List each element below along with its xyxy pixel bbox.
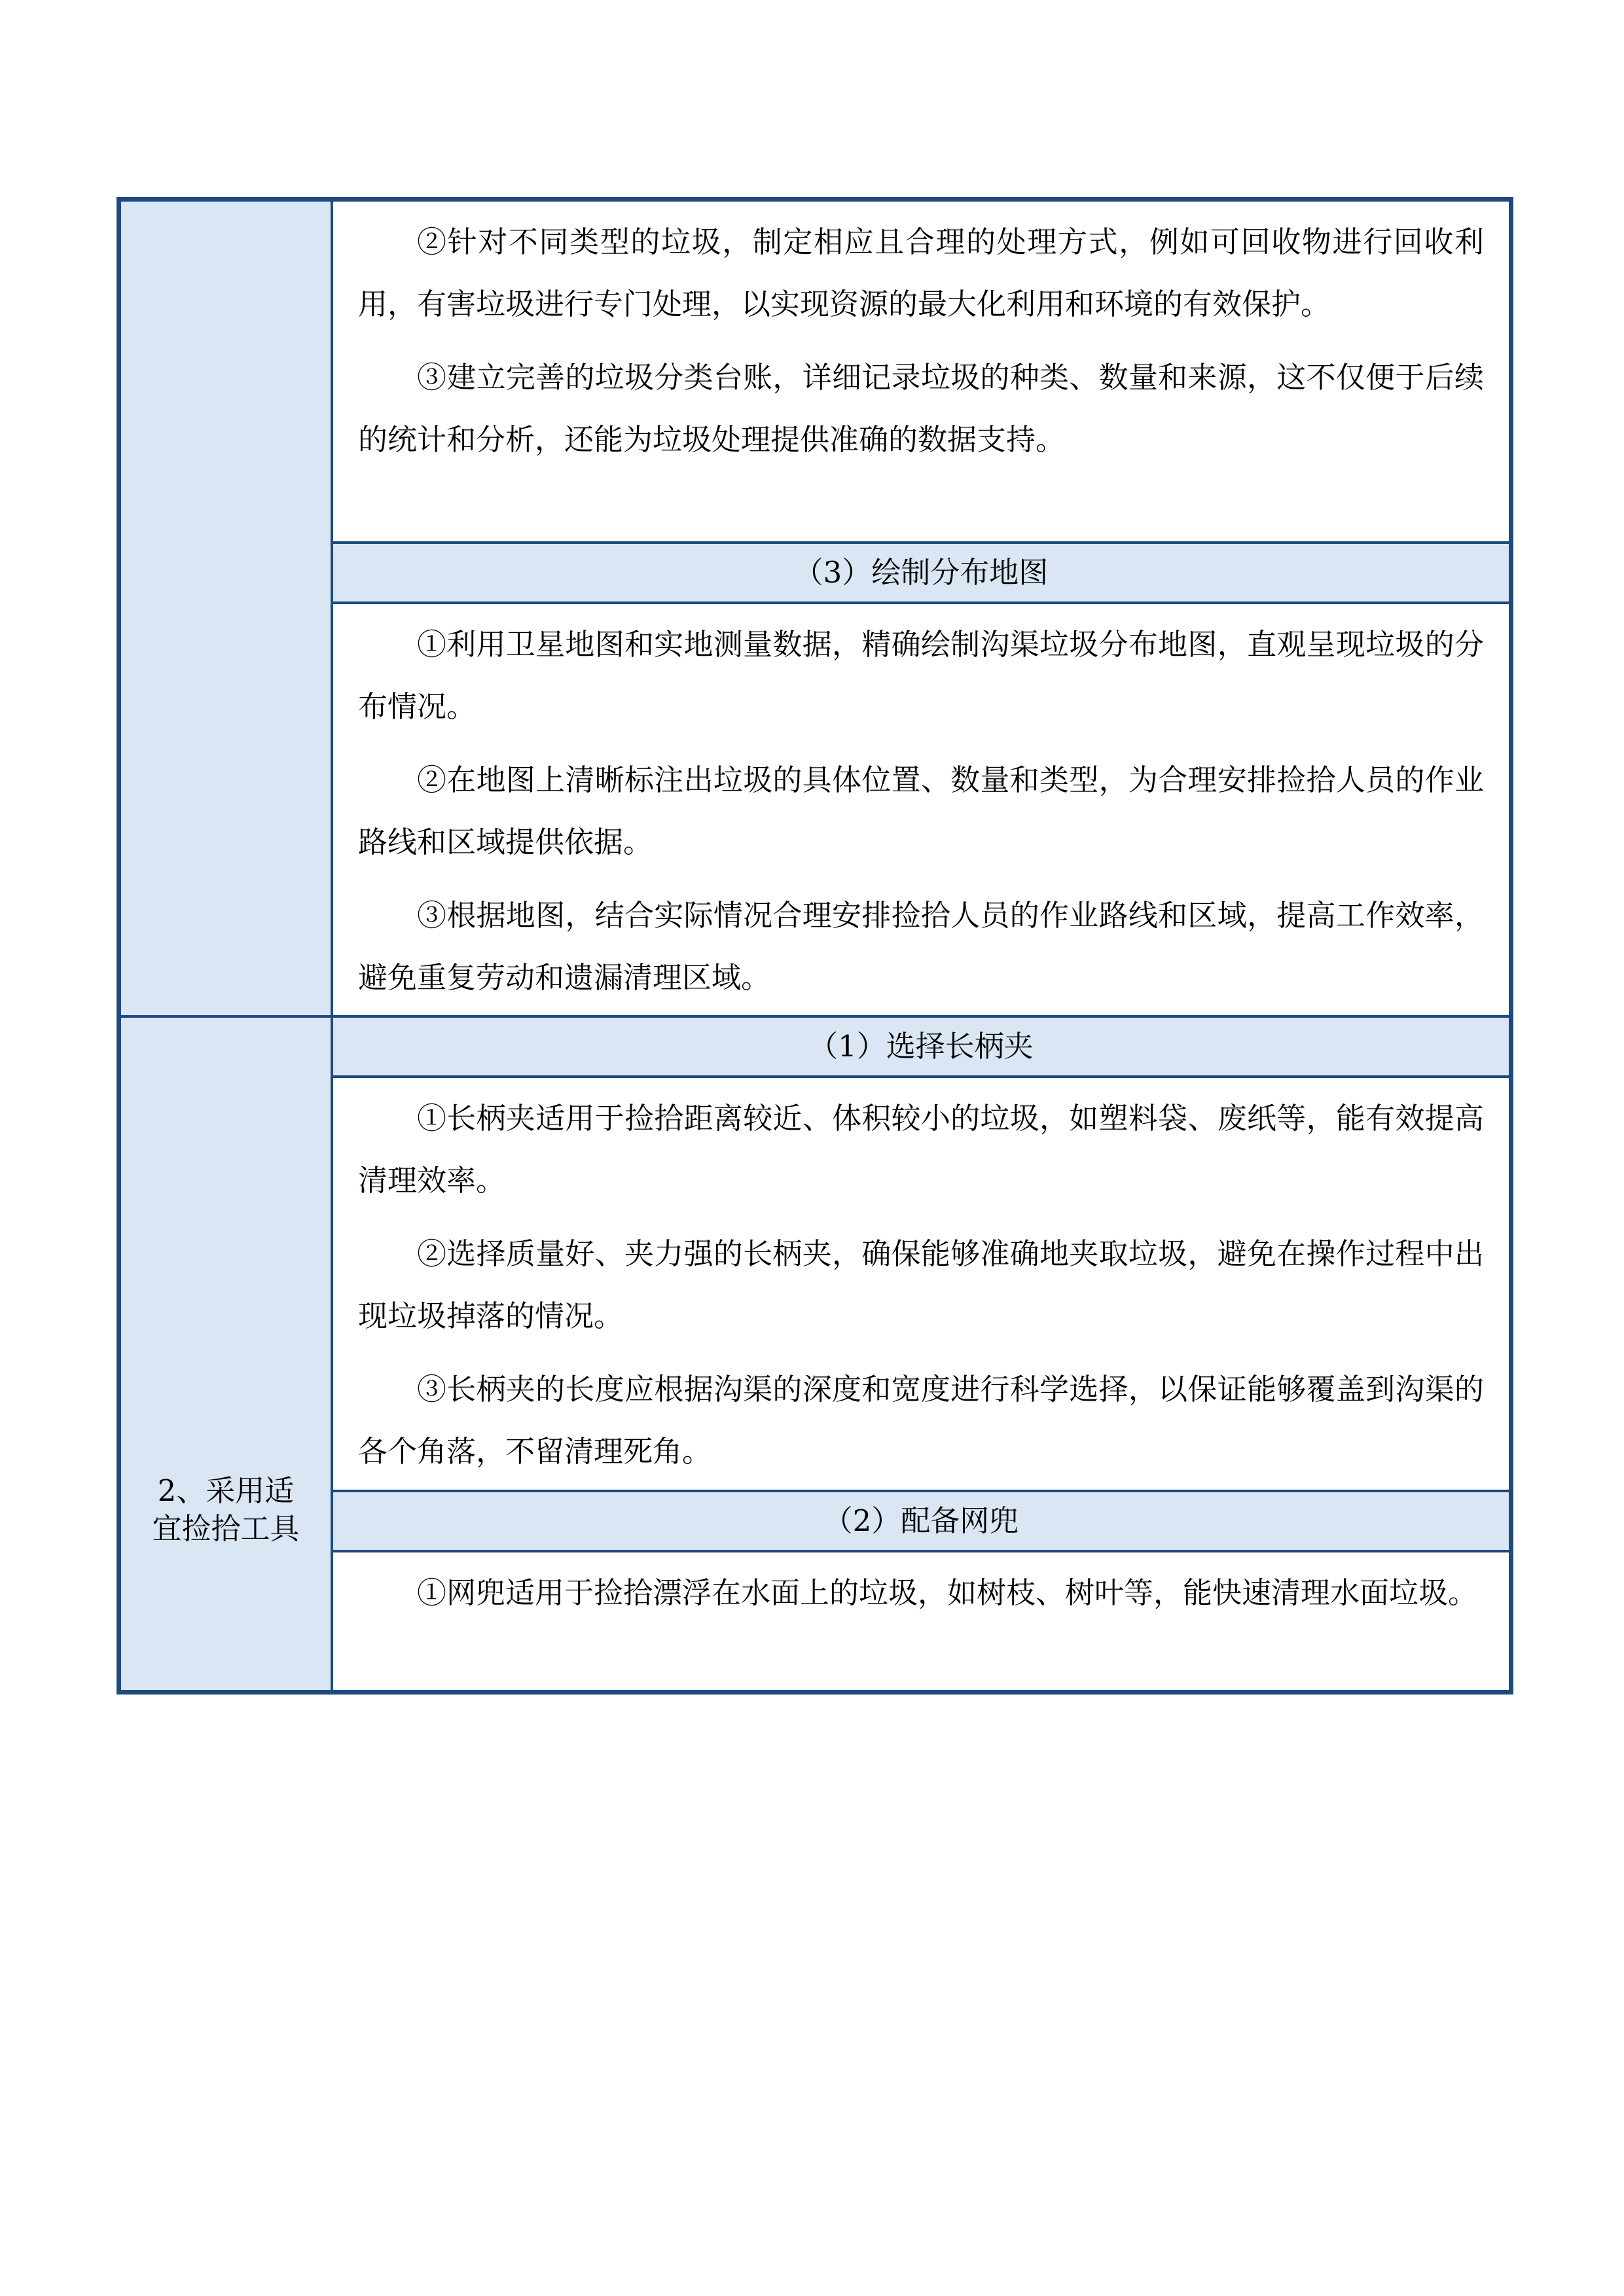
paragraph: ②针对不同类型的垃圾，制定相应且合理的处理方式，例如可回收物进行回收利用，有害垃圾进行专门处理，以实现资源的最大化利用和环境的有效保护。: [358, 224, 1484, 321]
left-label-column: [121, 202, 333, 1690]
paragraph: ①网兜适用于捡拾漂浮在水面上的垃圾，如树枝、树叶等，能快速清理水面垃圾。: [417, 1575, 1478, 1610]
paragraph: ②选择质量好、夹力强的长柄夹，确保能够准确地夹取垃圾，避免在操作过程中出现垃圾掉落的情况。: [358, 1236, 1484, 1333]
content-cell: [333, 1552, 1509, 1690]
paragraph: ③长柄夹的长度应根据沟渠的深度和宽度进行科学选择，以保证能够覆盖到沟渠的各个角落，不留清理死角。: [358, 1372, 1484, 1469]
content-cell: [333, 202, 1509, 541]
paragraph: ③根据地图，结合实际情况合理安排捡拾人员的作业路线和区域，提高工作效率，避免重复劳动和遗漏清理区域。: [358, 898, 1484, 995]
subsection-header: （2）配备网兜: [333, 1490, 1509, 1552]
content-table: [117, 197, 1513, 1695]
paragraph: ③建立完善的垃圾分类台账，详细记录垃圾的种类、数量和来源，这不仅便于后续的统计和分析，还能为垃圾处理提供准确的数据支持。: [358, 360, 1484, 457]
subsection-header: （3）绘制分布地图: [333, 541, 1509, 604]
paragraph: ②在地图上清晰标注出垃圾的具体位置、数量和类型，为合理安排捡拾人员的作业路线和区域提供依据。: [358, 762, 1484, 859]
section-label: 2、采用适宜捡拾工具: [152, 1473, 300, 1546]
paragraph: ①利用卫星地图和实地测量数据，精确绘制沟渠垃圾分布地图，直观呈现垃圾的分布情况。: [358, 627, 1484, 724]
paragraph: ①长柄夹适用于捡拾距离较近、体积较小的垃圾，如塑料袋、废纸等，能有效提高清理效率。: [358, 1101, 1484, 1198]
content-cell: [333, 1078, 1509, 1490]
content-cell: [333, 604, 1509, 1015]
left-column-divider: [121, 1015, 333, 1018]
subsection-header: （1）选择长柄夹: [333, 1015, 1509, 1078]
